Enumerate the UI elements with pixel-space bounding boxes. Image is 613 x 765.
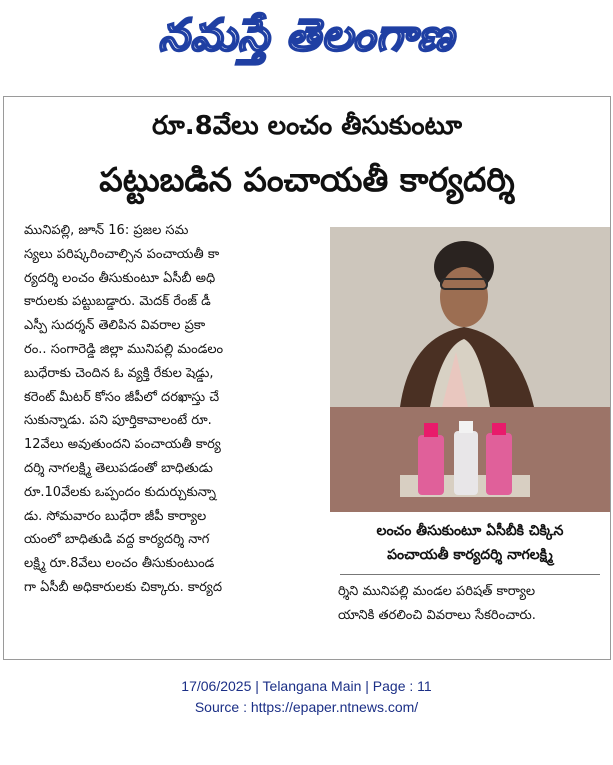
body-line: రం.. సంగారెడ్డి జిల్లా మునిపల్లి మండలం	[24, 341, 224, 357]
body-line: స్యలు పరిష్కరించాల్సిన పంచాయతీ కా	[24, 246, 220, 262]
body-line: 12వేలు అవుతుందని పంచాయతీ కార్య	[24, 437, 221, 453]
news-photo	[330, 227, 610, 512]
masthead-logo: నమస్తే తెలంగాణ	[158, 10, 455, 61]
body-line: సుకున్నాడు. పని పూర్తికావాలంటే రూ.	[24, 413, 212, 429]
body-line: డు. సోమవారం బుధేరా జీపీ కార్యాల	[24, 508, 207, 524]
caption-divider	[340, 574, 600, 575]
caption-line-2: పంచాయతీ కార్యదర్శి నాగలక్ష్మి	[387, 547, 553, 563]
headline-line-1: రూ.8వేలు లంచం తీసుకుంటూ	[151, 111, 463, 141]
footer-edition-info: 17/06/2025 | Telangana Main | Page : 11	[181, 678, 432, 694]
body-line: రూ.10వేలకు ఒప్పందం కుదుర్చుకున్నా	[24, 484, 216, 500]
news-clipping	[3, 96, 611, 660]
continuation-line: యానికి తరలించి వివరాలు సేకరించారు.	[338, 607, 536, 623]
headline-line-2: పట్టుబడిన పంచాయతీ కార్యదర్శి	[99, 160, 515, 199]
footer-source: Source : https://epaper.ntnews.com/	[194, 699, 419, 715]
continuation-line: ర్శిని మునిపల్లి మండల పరిషత్ కార్యాల	[338, 584, 536, 599]
body-line: దర్శి నాగలక్ష్మి తెలుపడంతో బాధితుడు	[24, 460, 213, 476]
body-line: యంలో బాధితుడి వద్ద కార్యదర్శి నాగ	[24, 532, 210, 548]
photo-caption	[330, 519, 610, 567]
body-line: ర్యదర్శి లంచం తీసుకుంటూ ఏసీబీ అధి	[24, 270, 216, 286]
body-line: బుధేరాకు చెందిన ఓ వ్యక్తి రేకుల షెడ్డు,	[24, 365, 214, 381]
body-line: గా ఏసీబీ అధికారులకు చిక్కారు. కార్యద	[24, 579, 223, 595]
body-line: కరెంట్ మీటర్ కోసం జీపీలో దరఖాస్తు చే	[24, 389, 220, 405]
page-footer	[0, 676, 613, 718]
caption-line-1: లంచం తీసుకుంటూ ఏసీబీకి చిక్కిన	[376, 523, 564, 539]
body-line: కారులకు పట్టుబడ్డారు. మెదక్ రేంజ్ డీ	[24, 294, 211, 310]
body-line: లక్ష్మి రూ.8వేలు లంచం తీసుకుంటుండ	[24, 556, 215, 572]
article-continuation	[338, 580, 610, 628]
body-line: ఎస్పీ సుదర్శన్ తెలిపిన వివరాల ప్రకా	[24, 318, 206, 334]
body-line: మునిపల్లి, జూన్ 16: ప్రజల సమ	[24, 223, 189, 238]
masthead	[0, 0, 613, 82]
article-body	[24, 219, 316, 600]
